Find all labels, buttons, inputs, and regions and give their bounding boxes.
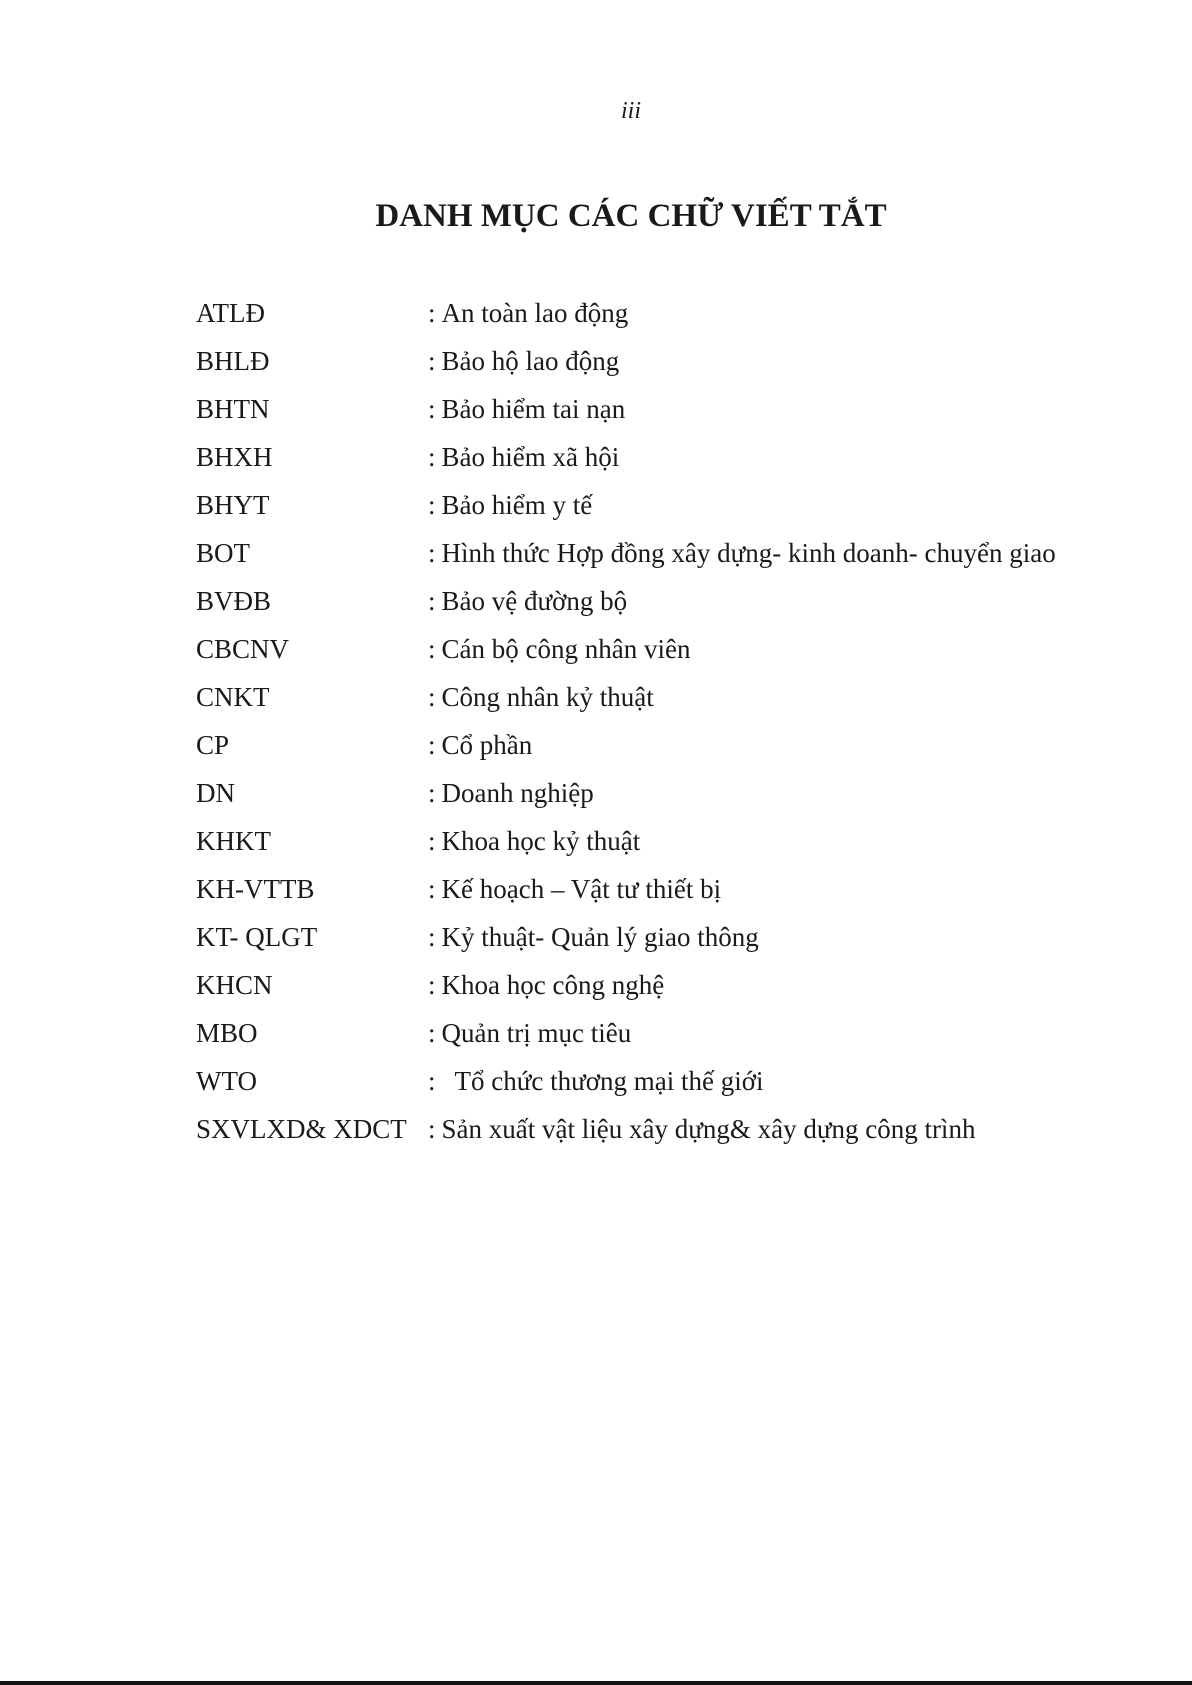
abbreviation-row (196, 488, 1096, 536)
abbreviation-definition-cell (428, 488, 1096, 522)
abbreviation-definition-cell (428, 392, 1096, 426)
abbreviation-row (196, 344, 1096, 392)
abbreviation-term: ATLĐ (196, 298, 265, 328)
abbreviation-definition: Cán bộ công nhân viên (441, 634, 691, 664)
abbreviation-definition-cell (428, 1112, 1096, 1146)
abbreviation-term: CBCNV (196, 634, 290, 664)
abbreviation-row (196, 872, 1096, 920)
abbreviation-definition: Hình thức Hợp đồng xây dựng- kinh doanh- chuyển giao (441, 538, 1056, 568)
abbreviation-definition: An toàn lao động (441, 298, 629, 328)
abbreviation-term: MBO (196, 1018, 258, 1048)
separator-colon: : (428, 538, 436, 568)
abbreviation-definition-cell (428, 680, 1096, 714)
abbreviation-definition: Bảo hiểm y tế (441, 490, 593, 520)
abbreviation-definition: Khoa học kỷ thuật (441, 826, 641, 856)
separator-colon: : (428, 346, 436, 376)
abbreviation-definition-cell (428, 968, 1096, 1002)
abbreviation-definition: Doanh nghiệp (441, 778, 594, 808)
separator-colon: : (428, 922, 436, 952)
abbreviation-definition: Bảo hộ lao động (441, 346, 620, 376)
abbreviation-definition-cell (428, 584, 1096, 618)
page-title: DANH MỤC CÁC CHỮ VIẾT TẮT (375, 198, 887, 234)
abbreviation-definition-cell (428, 440, 1096, 474)
separator-colon: : (428, 682, 436, 712)
abbreviation-row (196, 296, 1096, 344)
abbreviation-definition: Bảo hiểm xã hội (441, 442, 620, 472)
abbreviation-term: BHLĐ (196, 346, 270, 376)
abbreviation-term: BOT (196, 538, 250, 568)
abbreviation-row (196, 728, 1096, 776)
abbreviation-definition: Bảo hiểm tai nạn (441, 394, 626, 424)
abbreviation-definition: Kỷ thuật- Quản lý giao thông (441, 922, 759, 952)
abbreviation-row (196, 584, 1096, 632)
abbreviation-definition-cell (428, 1016, 1096, 1050)
abbreviation-definition-cell (428, 344, 1096, 378)
separator-colon: : (428, 586, 436, 616)
separator-colon: : (428, 1114, 436, 1144)
abbreviation-row (196, 536, 1096, 584)
abbreviation-row (196, 920, 1096, 968)
abbreviation-term: BHXH (196, 442, 273, 472)
abbreviation-definition: Cổ phần (441, 730, 533, 760)
abbreviation-definition: Sản xuất vật liệu xây dựng& xây dựng công trình (441, 1114, 976, 1144)
abbreviation-term: WTO (196, 1066, 257, 1096)
abbreviation-term: CP (196, 730, 230, 760)
abbreviation-term: SXVLXD& XDCT (196, 1114, 407, 1144)
abbreviation-term: KHKT (196, 826, 271, 856)
separator-colon: : (428, 874, 436, 904)
abbreviation-term: DN (196, 778, 235, 808)
abbreviation-definition-cell (428, 632, 1096, 666)
abbreviation-definition: Công nhân kỷ thuật (441, 682, 654, 712)
separator-colon: : (428, 298, 436, 328)
abbreviation-definition: Khoa học công nghệ (441, 970, 665, 1000)
abbreviation-definition: Bảo vệ đường bộ (441, 586, 628, 616)
abbreviation-definition-cell (428, 776, 1096, 810)
abbreviation-definition-cell (428, 872, 1096, 906)
abbreviation-row (196, 824, 1096, 872)
abbreviation-row (196, 776, 1096, 824)
abbreviation-row (196, 632, 1096, 680)
separator-colon: : (428, 1066, 436, 1096)
abbreviation-term: BHTN (196, 394, 270, 424)
bottom-border (0, 1681, 1192, 1685)
abbreviation-term: KHCN (196, 970, 273, 1000)
abbreviation-row (196, 968, 1096, 1016)
abbreviation-term: BHYT (196, 490, 270, 520)
abbreviation-definition-cell (428, 728, 1096, 762)
separator-colon: : (428, 394, 436, 424)
abbreviation-definition-cell (428, 536, 1096, 570)
abbreviation-term: BVĐB (196, 586, 272, 616)
abbreviation-term: CNKT (196, 682, 270, 712)
separator-colon: : (428, 490, 436, 520)
abbreviation-term: KT- QLGT (196, 922, 318, 952)
abbreviation-term: KH-VTTB (196, 874, 315, 904)
separator-colon: : (428, 1018, 436, 1048)
abbreviation-row (196, 440, 1096, 488)
abbreviation-definition: Kế hoạch – Vật tư thiết bị (441, 874, 722, 904)
abbreviation-definition-cell (428, 920, 1096, 954)
abbreviation-row (196, 1016, 1096, 1064)
abbreviation-definition-cell (428, 824, 1096, 858)
separator-colon: : (428, 730, 436, 760)
separator-colon: : (428, 634, 436, 664)
page-number: iii (620, 98, 641, 124)
abbreviation-row (196, 1112, 1096, 1160)
separator-colon: : (428, 826, 436, 856)
abbreviation-definition-cell (428, 296, 1096, 330)
abbreviation-list (196, 296, 1096, 1160)
abbreviation-row (196, 392, 1096, 440)
separator-colon: : (428, 442, 436, 472)
separator-colon: : (428, 778, 436, 808)
abbreviation-definition: Quản trị mục tiêu (441, 1018, 632, 1048)
separator-colon: : (428, 970, 436, 1000)
abbreviation-row (196, 1064, 1096, 1112)
abbreviation-row (196, 680, 1096, 728)
abbreviation-definition-cell (428, 1064, 1096, 1098)
abbreviation-definition: Tổ chức thương mại thế giới (441, 1066, 764, 1096)
